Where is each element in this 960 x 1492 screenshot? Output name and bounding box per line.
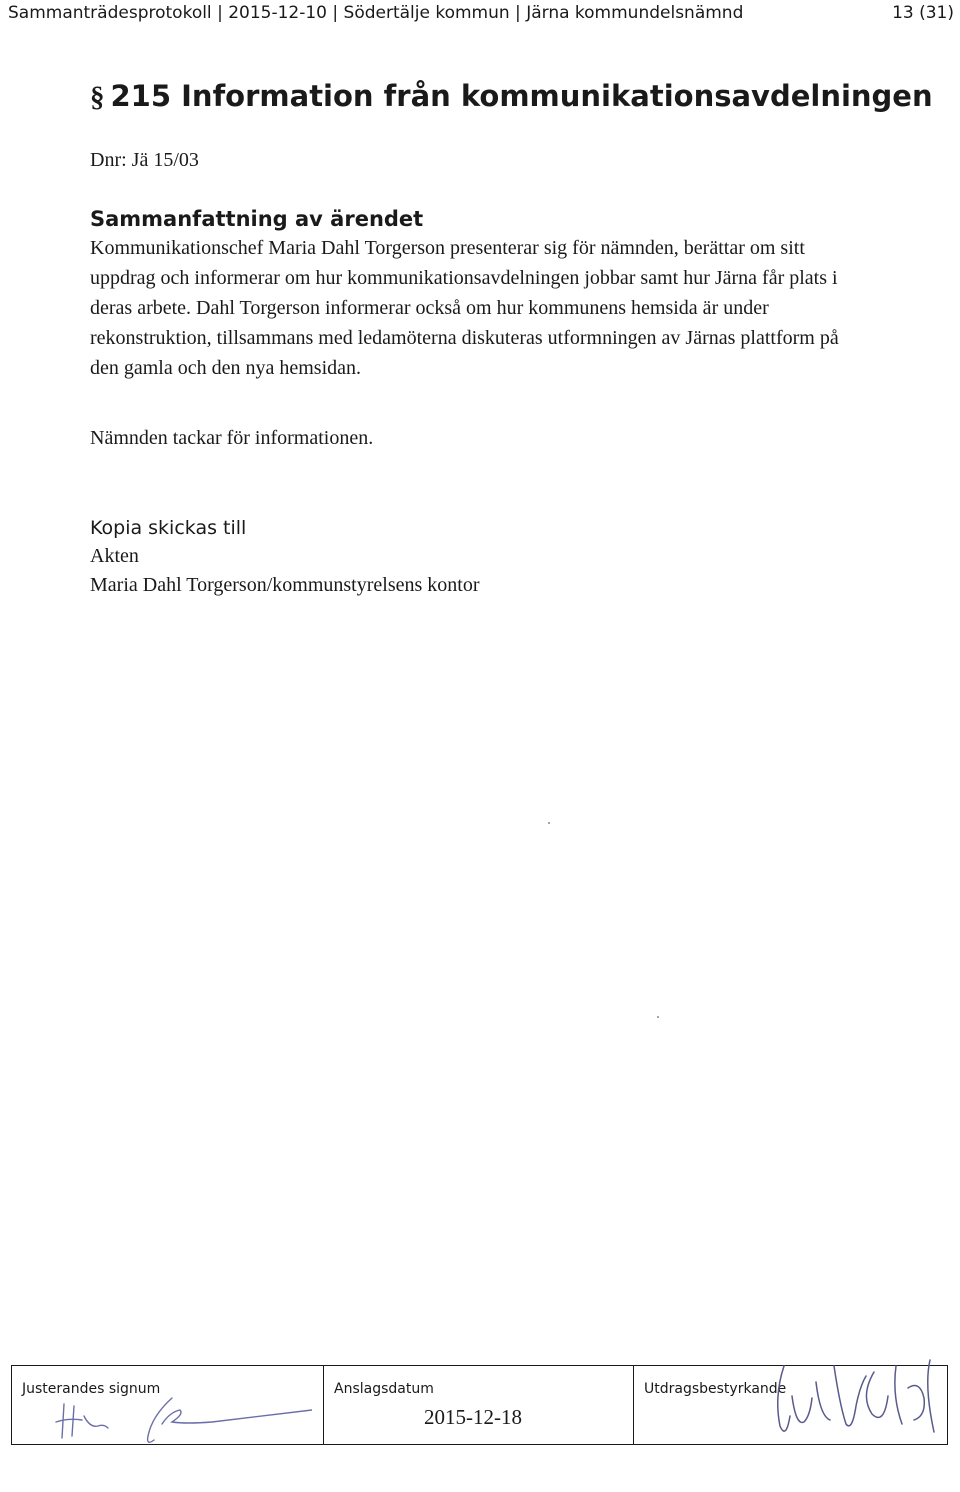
running-header [8,1,954,25]
justerandes-cell [12,1366,324,1444]
summary-line: deras arbete. Dahl Torgerson informerar också om hur kommunens hemsida är under [90,297,769,319]
section-title [90,76,933,117]
summary-heading: Sammanfattning av ärendet [90,207,424,231]
signature-footer [11,1365,948,1445]
header-meta: Sammanträdesprotokoll | 2015-12-10 | Södertälje kommun | Järna kommundelsnämnd [8,3,744,23]
summary-line: uppdrag och informerar om hur kommunikationsavdelningen jobbar samt hur Järna får plats i [90,267,838,289]
summary-line: den gamla och den nya hemsidan. [90,357,362,379]
summary-body [90,233,930,383]
scan-speck [657,1016,659,1018]
diary-number: Dnr: Jä 15/03 [90,149,199,171]
decision-text: Nämnden tackar för informationen. [90,427,374,449]
anslag-date: 2015-12-18 [424,1405,522,1429]
justerandes-label: Justerandes signum [22,1381,161,1397]
copy-recipient: Akten [90,545,139,567]
copy-recipient: Maria Dahl Torgerson/kommunstyrelsens kontor [90,574,480,596]
page-number: 13 (31) [892,3,954,23]
summary-line: Kommunikationschef Maria Dahl Torgerson presenterar sig för nämnden, berättar om sitt [90,237,805,259]
paragraph-sign: § [90,81,105,113]
anslag-cell [324,1366,634,1444]
initials-signature [12,1366,312,1446]
section-title-text: 215 Information från kommunikationsavdelningen [110,79,933,113]
summary-line: rekonstruktion, tillsammans med ledamöterna diskuteras utformningen av Järnas plattform på [90,327,839,349]
utdrag-cell [634,1366,946,1444]
copy-recipients [90,542,479,600]
anslag-label: Anslagsdatum [334,1381,434,1397]
copy-heading: Kopia skickas till [90,517,247,539]
utdrag-label: Utdragsbestyrkande [644,1381,787,1397]
scan-speck [548,822,550,824]
